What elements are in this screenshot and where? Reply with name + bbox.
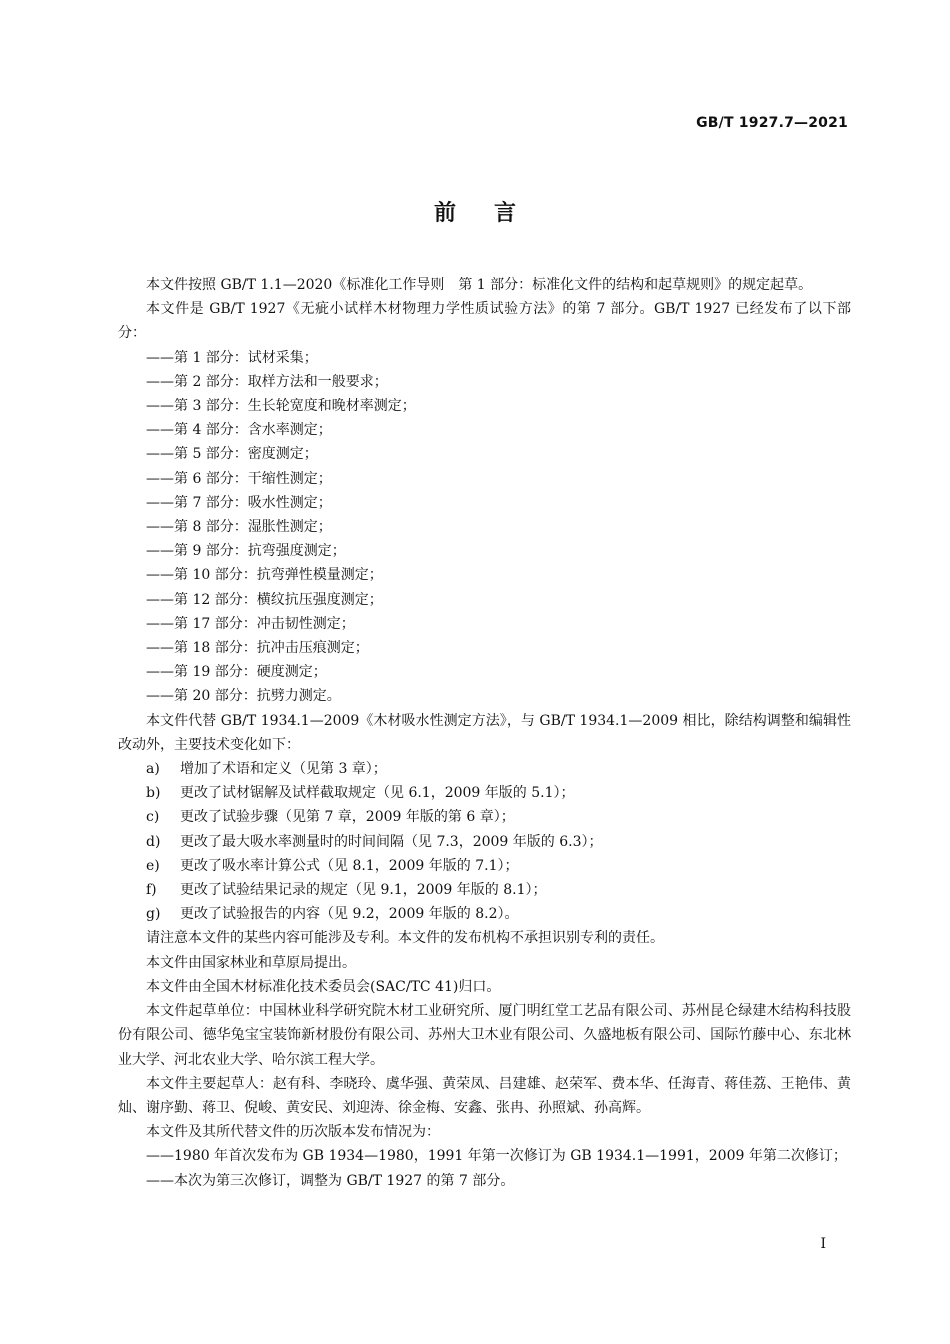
part-item: ——第 10 部分：抗弯弹性模量测定；: [146, 567, 383, 584]
change-label: c): [146, 809, 160, 826]
part-item: ——第 2 部分：取样方法和一般要求；: [146, 373, 388, 390]
patent-note: 请注意本文件的某些内容可能涉及专利。本文件的发布机构不承担识别专利的责任。: [146, 930, 664, 947]
drafting-units: 本文件起草单位：中国林业科学研究院木材工业研究所、厦门明红堂工艺品有限公司、苏州昆仑绿建木结构科技股份有限公司、德华兔宝宝装饰新材股份有限公司、苏州大卫木业有限公司、久盛地板有限公司、国际竹藤中心、东北林业大学、河北农业大学、哈尔滨工程大学。: [118, 1003, 851, 1068]
part-item: ——第 20 部分：抗劈力测定。: [146, 688, 341, 705]
part-item: ——第 4 部分：含水率测定；: [146, 422, 332, 439]
part-item: ——第 17 部分：冲击韧性测定；: [146, 615, 355, 632]
change-text: 更改了试材锯解及试样截取规定（见 6.1，2009 年版的 5.1）；: [180, 785, 575, 802]
change-label: d): [146, 833, 161, 850]
part-item: ——第 3 部分：生长轮宽度和晚材率测定；: [146, 398, 416, 415]
intro-paragraph: 本文件按照 GB/T 1.1—2020《标准化工作导则 第 1 部分：标准化文件的结构和起草规则》的规定起草。: [146, 277, 813, 293]
history-intro: 本文件及其所代替文件的历次版本发布情况为：: [146, 1124, 440, 1141]
change-item: [118, 781, 851, 805]
change-label: g): [146, 906, 161, 923]
change-label: e): [146, 857, 160, 874]
committee-note: 本文件由全国木材标准化技术委员会(SAC/TC 41)归口。: [146, 978, 501, 995]
change-text: 更改了试验结果记录的规定（见 9.1，2009 年版的 8.1）；: [180, 882, 547, 899]
change-text: 更改了试验报告的内容（见 9.2，2009 年版的 8.2）。: [180, 906, 519, 923]
change-label: a): [146, 761, 160, 778]
part-item: ——第 1 部分：试材采集；: [146, 349, 318, 366]
document-body: [118, 273, 851, 1193]
drafters: 本文件主要起草人：赵有科、李晓玲、虞华强、黄荣凤、吕建雄、赵荣军、费本华、任海青、蒋佳荔、王艳伟、黄灿、谢序勤、蒋卫、倪峻、黄安民、刘迎涛、徐金梅、安鑫、张冉、孙照斌、孙高辉。: [118, 1075, 851, 1116]
change-item: [118, 805, 851, 829]
change-label: b): [146, 785, 161, 802]
change-text: 增加了术语和定义（见第 3 章）；: [180, 761, 387, 778]
part-item: ——第 8 部分：湿胀性测定；: [146, 519, 332, 536]
change-item: [118, 757, 851, 781]
part-item: ——第 7 部分：吸水性测定；: [146, 494, 332, 511]
change-item: [118, 902, 851, 926]
standard-code: GB/T 1927.7—2021: [696, 115, 848, 131]
intro-paragraph: 本文件是 GB/T 1927《无疵小试样木材物理力学性质试验方法》的第 7 部分。GB/T 1927 已经发布了以下部分：: [118, 301, 851, 342]
part-item: ——第 6 部分：干缩性测定；: [146, 470, 332, 487]
page-title: 前言: [433, 201, 554, 226]
replaces-paragraph: 本文件代替 GB/T 1934.1—2009《木材吸水性测定方法》，与 GB/T 1934.1—2009 相比，除结构调整和编辑性改动外，主要技术变化如下：: [118, 712, 851, 753]
part-item: ——第 9 部分：抗弯强度测定；: [146, 543, 346, 560]
change-item: [118, 830, 851, 854]
change-label: f): [146, 882, 157, 899]
change-text: 更改了吸水率计算公式（见 8.1，2009 年版的 7.1）；: [180, 857, 519, 874]
history-item: ——本次为第三次修订，调整为 GB/T 1927 的第 7 部分。: [146, 1172, 515, 1189]
history-item: ——1980 年首次发布为 GB 1934—1980，1991 年第一次修订为 GB 1934.1—1991，2009 年第二次修订；: [146, 1148, 847, 1165]
part-item: ——第 5 部分：密度测定；: [146, 446, 318, 463]
part-item: ——第 19 部分：硬度测定；: [146, 664, 327, 681]
proposer-note: 本文件由国家林业和草原局提出。: [146, 954, 356, 971]
change-item: [118, 854, 851, 878]
part-item: ——第 12 部分：横纹抗压强度测定；: [146, 591, 383, 608]
change-text: 更改了试验步骤（见第 7 章，2009 年版的第 6 章）；: [180, 809, 515, 826]
part-item: ——第 18 部分：抗冲击压痕测定；: [146, 640, 369, 657]
change-text: 更改了最大吸水率测量时的时间间隔（见 7.3，2009 年版的 6.3）；: [180, 833, 603, 850]
page-number: I: [820, 1236, 826, 1252]
change-item: [118, 878, 851, 902]
